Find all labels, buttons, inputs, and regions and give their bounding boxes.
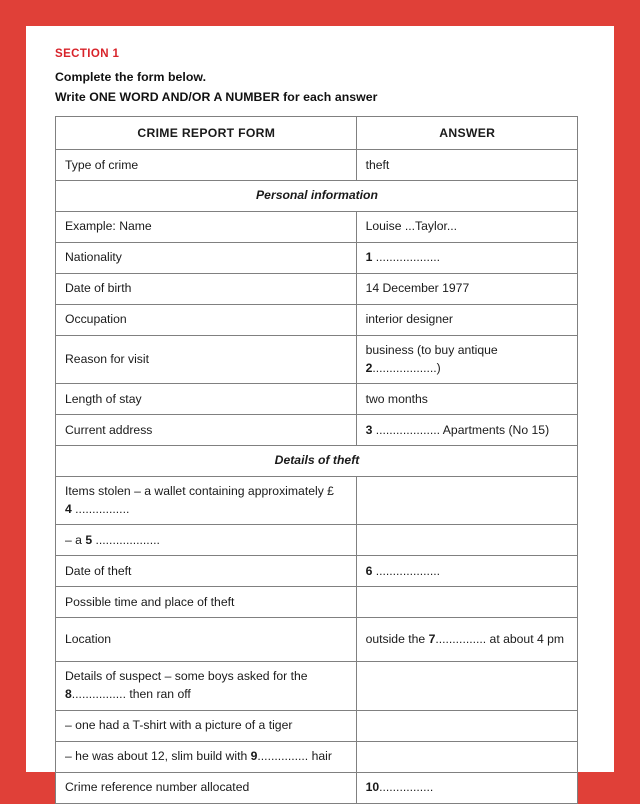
cell-answer-location (356, 618, 577, 662)
question-number-7: 7 (428, 632, 436, 647)
cell-prompt-current-address: Current address (56, 415, 357, 446)
question-number-3: 3 (365, 422, 373, 437)
instruction-complete-form: Complete the form below. (55, 69, 207, 84)
table-row (56, 415, 578, 446)
instruction-write-one-word: Write ONE WORD AND/OR A NUMBER for each answer (55, 90, 378, 104)
table-row (56, 772, 578, 803)
table-row (56, 212, 578, 243)
table-row (56, 587, 578, 618)
table-row (56, 556, 578, 587)
question-number-1: 1 (365, 250, 373, 265)
answer-blank-7: ............... (435, 632, 487, 647)
cell-prompt-item-a-5 (56, 525, 357, 556)
answer-blank-3: ................... (372, 422, 441, 437)
question-number-4: 4 (65, 501, 72, 516)
crime-report-form-table (55, 116, 578, 804)
cell-answer-current-address (356, 415, 577, 446)
cell-answer-tshirt-tiger (356, 710, 577, 741)
cell-answer-possible-time-and-place (356, 587, 577, 618)
prompt-text-then-ran-off: then ran off (125, 687, 191, 702)
cell-prompt-crime-reference-number: Crime reference number allocated (56, 772, 357, 803)
table-row (56, 336, 578, 384)
cell-prompt-date-of-birth: Date of birth (56, 274, 357, 305)
cell-answer-reason-for-visit (356, 336, 577, 384)
subheading-details-of-theft: Details of theft (56, 446, 578, 477)
cell-prompt-location: Location (56, 618, 357, 662)
table-row (56, 618, 578, 662)
table-row (56, 150, 578, 181)
answer-blank-2: ...................) (372, 360, 441, 375)
question-number-8: 8 (65, 687, 72, 702)
answer-text-business: business (to buy antique (365, 343, 498, 358)
cell-prompt-length-of-stay: Length of stay (56, 384, 357, 415)
cell-prompt-details-of-suspect (56, 662, 357, 710)
question-number-6: 6 (365, 563, 373, 578)
table-row (56, 305, 578, 336)
subheading-personal-information: Personal information (56, 181, 578, 212)
cell-prompt-tshirt-tiger: – one had a T-shirt with a picture of a tiger (56, 710, 357, 741)
cell-answer-details-of-suspect (356, 662, 577, 710)
prompt-text-hair: hair (308, 749, 332, 764)
answer-blank-10: ................ (379, 780, 434, 795)
table-row (56, 274, 578, 305)
answer-blank-5: ................... (92, 532, 160, 547)
cell-prompt-items-stolen (56, 477, 357, 525)
prompt-text-items-stolen: Items stolen – a wallet containing approximately £ (65, 484, 334, 499)
prompt-text-dash-a: – a (65, 532, 86, 547)
answer-text-at-about-4pm: at about 4 pm (486, 632, 565, 647)
table-row (56, 384, 578, 415)
cell-answer-type-of-crime: theft (356, 150, 577, 181)
cell-prompt-suspect-hair (56, 741, 357, 772)
question-number-9: 9 (250, 749, 258, 764)
cell-answer-occupation: interior designer (356, 305, 577, 336)
cell-answer-length-of-stay: two months (356, 384, 577, 415)
answer-blank-8: ................ (71, 687, 126, 702)
cell-prompt-type-of-crime: Type of crime (56, 150, 357, 181)
table-subheading-row (56, 446, 578, 477)
cell-answer-date-of-theft (356, 556, 577, 587)
answer-text-apartments: Apartments (No 15) (440, 422, 550, 437)
answer-blank-6: ................... (372, 563, 441, 578)
cell-answer-items-stolen (356, 477, 577, 525)
column-header-answer: ANSWER (356, 117, 577, 150)
table-header-row (56, 117, 578, 150)
question-number-10: 10 (365, 780, 380, 795)
worksheet-page (26, 26, 614, 795)
table-row (56, 477, 578, 525)
cell-prompt-possible-time-and-place: Possible time and place of theft (56, 587, 357, 618)
cell-prompt-example-name: Example: Name (56, 212, 357, 243)
cell-answer-item-a-5 (356, 525, 577, 556)
answer-blank-1: ................... (372, 250, 441, 265)
section-label: SECTION 1 (55, 48, 120, 60)
table-row (56, 662, 578, 710)
prompt-text-slim-build: – he was about 12, slim build with (65, 749, 251, 764)
cell-prompt-date-of-theft: Date of theft (56, 556, 357, 587)
cell-answer-date-of-birth: 14 December 1977 (356, 274, 577, 305)
column-header-crime-report-form: CRIME REPORT FORM (56, 117, 357, 150)
prompt-text-details-of-suspect: Details of suspect – some boys asked for the (65, 669, 308, 684)
table-row (56, 525, 578, 556)
table-row (56, 243, 578, 274)
cell-prompt-reason-for-visit: Reason for visit (56, 336, 357, 384)
answer-blank-4: ................ (71, 501, 130, 516)
cell-prompt-nationality: Nationality (56, 243, 357, 274)
cell-answer-crime-reference-number (356, 772, 577, 803)
answer-text-outside-the: outside the (365, 632, 429, 647)
cell-prompt-occupation: Occupation (56, 305, 357, 336)
table-row (56, 741, 578, 772)
cell-answer-suspect-hair (356, 741, 577, 772)
table-row (56, 710, 578, 741)
question-number-5: 5 (85, 532, 93, 547)
table-subheading-row (56, 181, 578, 212)
cell-answer-nationality (356, 243, 577, 274)
question-number-2: 2 (365, 360, 373, 375)
cell-answer-example-name: Louise ...Taylor... (356, 212, 577, 243)
answer-blank-9: ............... (257, 749, 309, 764)
